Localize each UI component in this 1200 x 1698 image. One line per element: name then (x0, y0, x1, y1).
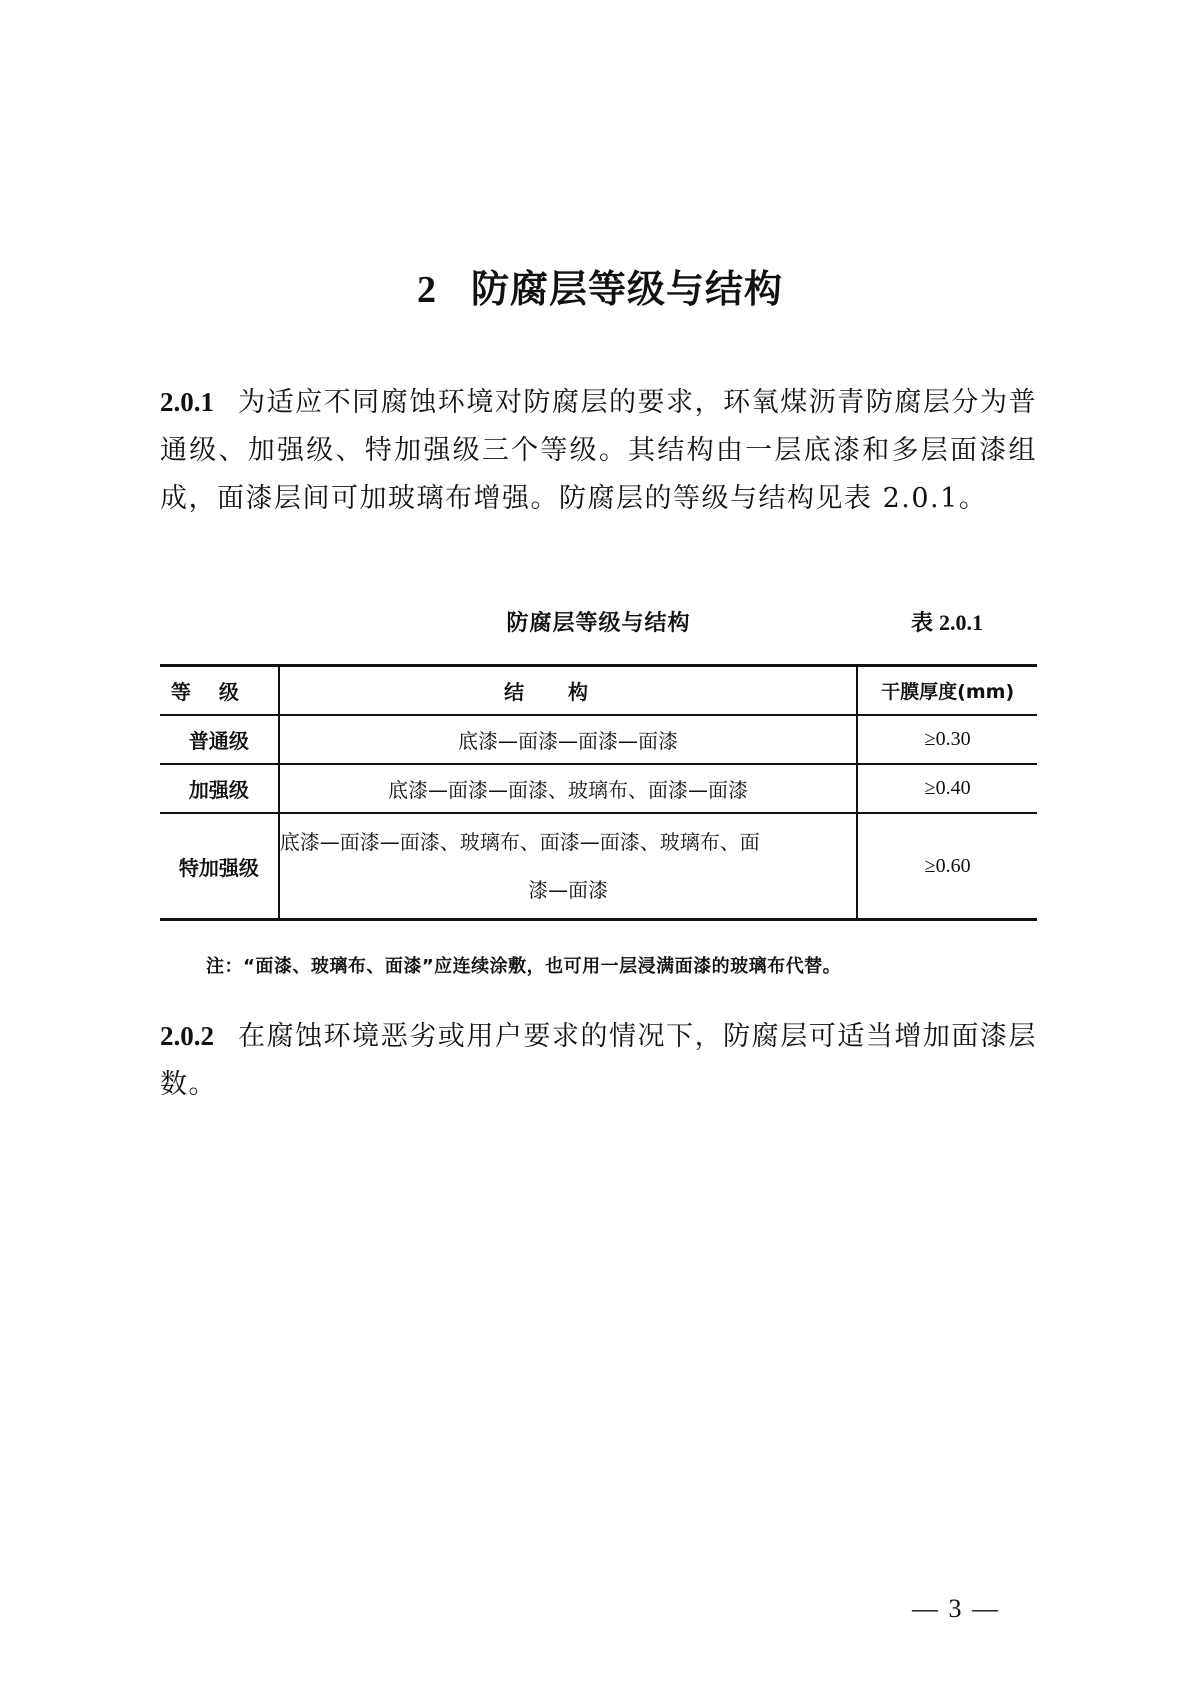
cell-grade: 加强级 (160, 764, 279, 813)
clause-text: 为适应不同腐蚀环境对防腐层的要求，环氧煤沥青防腐层分为普通级、加强级、特加强级三个等级。其结构由一层底漆和多层面漆组成，面漆层间可加玻璃布增强。防腐层的等级与结构见表 2.0.1。 (160, 387, 1037, 514)
table-title: 防腐层等级与结构 (506, 611, 691, 636)
cell-grade: 普通级 (160, 715, 279, 764)
header-structure: 结构 (279, 666, 858, 716)
cell-structure-line-1: 底漆—面漆—面漆、玻璃布、面漆—面漆、玻璃布、面 (279, 830, 760, 854)
page-number: — 3 — (912, 1594, 1000, 1623)
header-grade: 等级 (160, 666, 279, 716)
table-row (160, 764, 1037, 813)
table-header-row (160, 666, 1037, 716)
clause-number: 2.0.1 (160, 387, 214, 417)
table-number (911, 606, 983, 637)
clause-text: 在腐蚀环境恶劣或用户要求的情况下，防腐层可适当增加面漆层数。 (160, 1021, 1037, 1100)
chapter-number: 2 (416, 269, 437, 311)
cell-thickness: ≥0.30 (857, 715, 1037, 764)
table-row (160, 813, 1037, 920)
chapter-title-text: 防腐层等级与结构 (470, 267, 783, 311)
cell-structure: 底漆—面漆—面漆—面漆 (279, 715, 858, 764)
cell-structure (279, 813, 858, 920)
table-caption (160, 606, 1037, 646)
clause-2-0-2 (160, 1012, 1037, 1109)
chapter-title (0, 258, 1200, 313)
cell-thickness: ≥0.60 (857, 813, 1037, 920)
table-note: 注：“面漆、玻璃布、面漆”应连续涂敷，也可用一层浸满面漆的玻璃布代替。 (206, 956, 842, 977)
table-number-value: 2.0.1 (939, 610, 983, 635)
table-number-prefix: 表 (910, 611, 933, 636)
cell-structure-line-2: 漆—面漆 (528, 878, 609, 902)
cell-grade: 特加强级 (160, 813, 279, 920)
header-thickness: 干膜厚度(mm) (857, 666, 1037, 716)
cell-thickness: ≥0.40 (857, 764, 1037, 813)
cell-structure: 底漆—面漆—面漆、玻璃布、面漆—面漆 (279, 764, 858, 813)
clause-2-0-1 (160, 378, 1037, 523)
table-row (160, 715, 1037, 764)
clause-number: 2.0.2 (160, 1021, 214, 1051)
grade-structure-table (160, 664, 1037, 921)
